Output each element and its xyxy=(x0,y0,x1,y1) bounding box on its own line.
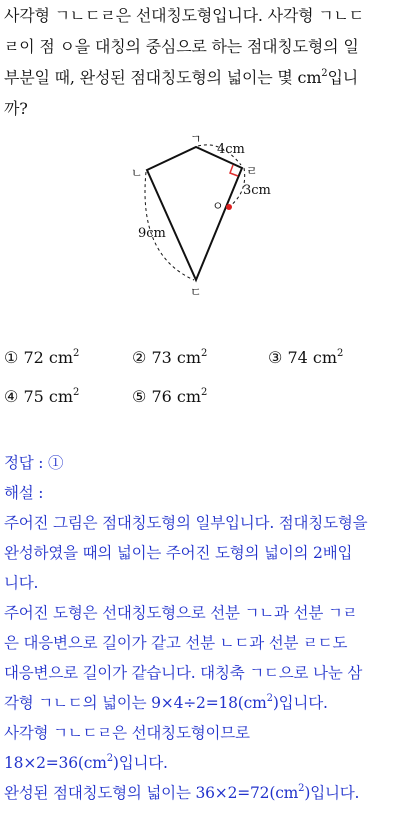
question-line: 까? xyxy=(4,99,28,118)
choice-1[interactable]: ① 72 $cm^2$ xyxy=(4,348,80,367)
explanation-line: 은 대응변으로 길이가 같고 선분 ㄴㄷ과 선분 ㄹㄷ도 xyxy=(4,634,348,652)
solution-block xyxy=(4,448,398,808)
explanation-heading: 해설 : xyxy=(4,484,44,502)
length-label-rd: 3cm xyxy=(243,183,271,198)
explanation-line: 주어진 그림은 점대칭도형의 일부입니다. 점대칭도형을 xyxy=(4,514,368,532)
quadrilateral-figure xyxy=(0,0,400,300)
explanation-line: 완성된 점대칭도형의 넓이는 $36\times 2=72(cm^2)$입니다. xyxy=(4,783,360,802)
question-line: 사각형 ㄱㄴㄷㄹ은 선대칭도형입니다. 사각형 ㄱㄴㄷ xyxy=(4,6,365,25)
explanation-line: 니다. xyxy=(4,574,39,592)
quadrilateral-shape xyxy=(147,147,242,280)
choice-4[interactable]: ④ 75 $cm^2$ xyxy=(4,387,80,406)
question-line: 부분일 때, 완성된 점대칭도형의 넓이는 몇 $cm^2$입니 xyxy=(4,68,358,87)
label-vertex-g: ㄱ xyxy=(190,132,202,146)
explanation-line: $18\times 2=36(cm^2)$입니다. xyxy=(4,753,168,772)
label-vertex-n: ㄴ xyxy=(131,166,143,180)
choice-5[interactable]: ⑤ 76 $cm^2$ xyxy=(132,387,208,406)
explanation-line: 주어진 도형은 선대칭도형으로 선분 ㄱㄴ과 선분 ㄱㄹ xyxy=(4,604,358,622)
explanation-line: 각형 ㄱㄴㄷ의 넓이는 $9\times 4\div 2=18(cm^2)$입니다. xyxy=(4,693,328,712)
explanation-line: 대응변으로 길이가 같습니다. 대칭축 ㄱㄷ으로 나눈 삼 xyxy=(4,664,363,682)
choice-2[interactable]: ② 73 $cm^2$ xyxy=(132,348,208,367)
label-point-o: ㅇ xyxy=(212,199,224,213)
explanation-line: 사각형 ㄱㄴㄷㄹ은 선대칭도형이므로 xyxy=(4,724,250,742)
answer-line: 정답 : ① xyxy=(4,454,64,472)
choice-3[interactable]: ③ 74 $cm^2$ xyxy=(268,348,344,367)
length-label-gr: 4cm xyxy=(217,142,245,157)
label-vertex-r: ㄹ xyxy=(246,164,258,178)
label-vertex-d: ㄷ xyxy=(190,285,202,299)
question-line: ㄹ이 점 ㅇ을 대칭의 중심으로 하는 점대칭도형의 일 xyxy=(4,37,359,56)
length-label-nd: 9cm xyxy=(138,226,166,241)
point-o xyxy=(226,204,232,210)
explanation-line: 완성하였을 때의 넓이는 주어진 도형의 넓이의 2배입 xyxy=(4,544,353,562)
